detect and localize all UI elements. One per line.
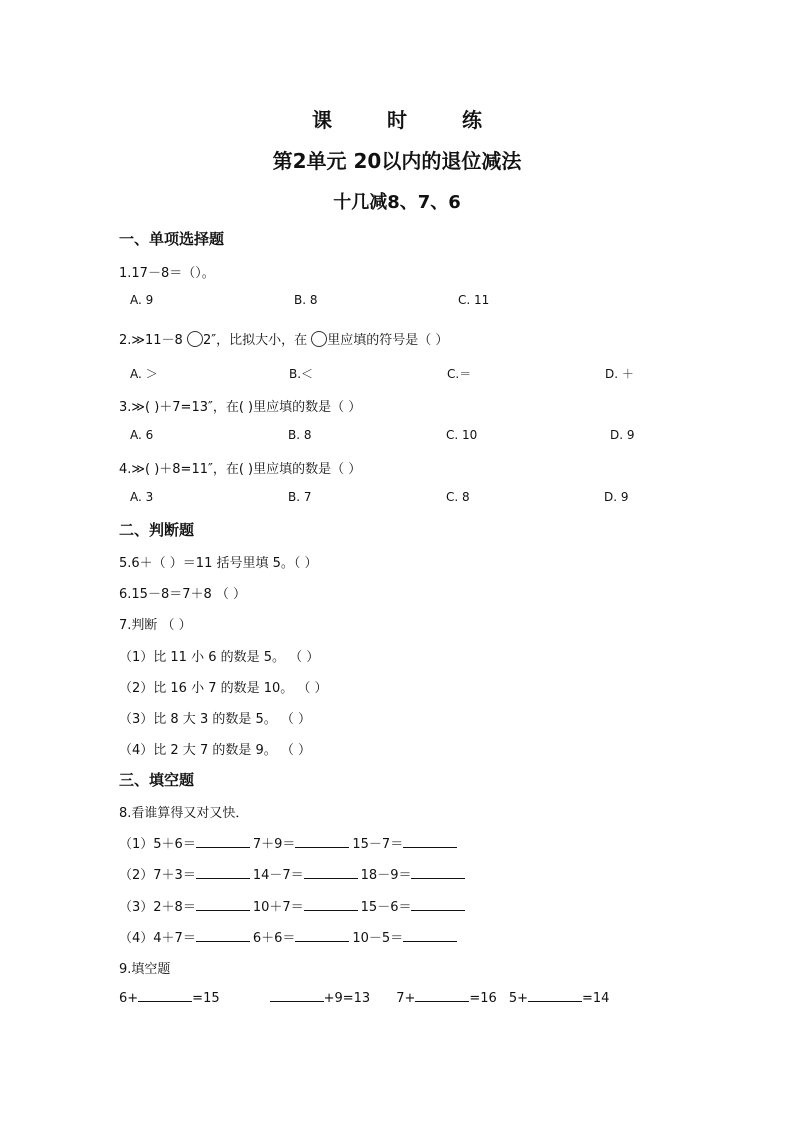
- expression: 10＋7＝: [252, 900, 304, 915]
- expression: 4＋7＝: [153, 931, 196, 946]
- expression: 10－5＝: [352, 931, 404, 946]
- expression: =16: [469, 991, 497, 1006]
- expression: 6＋6＝: [252, 931, 296, 946]
- expression: 15－7＝: [352, 837, 404, 852]
- answer-blank[interactable]: [295, 835, 349, 848]
- expression: =15: [192, 991, 220, 1006]
- row-number: （3）: [119, 900, 154, 915]
- q9-items: [119, 989, 609, 1006]
- expression: =14: [582, 991, 610, 1006]
- expression: 6+: [119, 991, 139, 1006]
- section-heading-fill: 三、填空题: [119, 771, 195, 789]
- q1-option-c: C. 11: [458, 293, 490, 307]
- expression: 2＋8＝: [153, 900, 196, 915]
- q2-text-2: 2″，比拟大小，在: [202, 333, 312, 348]
- answer-blank[interactable]: [196, 929, 250, 942]
- answer-blank[interactable]: [196, 835, 250, 848]
- question-7: 7.判断 （ ）: [119, 618, 192, 633]
- q2-option-a: A. ＞: [130, 367, 158, 381]
- q7-item: （4）比 2 大 7 的数是 9。 （ ）: [119, 743, 312, 758]
- question-1: 1.17－8＝（）。: [119, 266, 215, 281]
- q8-row: [119, 864, 465, 883]
- question-6: 6.15－8＝7＋8 （ ）: [119, 587, 247, 602]
- q7-item: （3）比 8 大 3 的数是 5。 （ ）: [119, 712, 312, 727]
- expression: +9=13: [323, 991, 371, 1006]
- q2-option-d: D. ＋: [605, 367, 634, 381]
- answer-blank[interactable]: [304, 866, 358, 879]
- q2-text-1: 2.≫11－8: [119, 333, 187, 348]
- row-number: （4）: [119, 931, 154, 946]
- q3-option-b: B. 8: [288, 428, 312, 442]
- q4-option-b: B. 7: [288, 490, 312, 504]
- answer-blank[interactable]: [415, 989, 469, 1002]
- expression: 7＋9＝: [252, 837, 296, 852]
- q3-option-d: D. 9: [610, 428, 635, 442]
- q4-option-a: A. 3: [130, 490, 154, 504]
- blank-circle-icon: [311, 331, 327, 347]
- lesson-title: 十几减8、7、6: [333, 192, 461, 213]
- question-9: 9.填空题: [119, 962, 171, 977]
- section-heading-judge: 二、判断题: [119, 521, 195, 539]
- expression: 15－6＝: [360, 900, 412, 915]
- unit-title: 第2单元 20以内的退位减法: [272, 149, 522, 173]
- answer-blank[interactable]: [304, 898, 358, 911]
- expression: 5+: [508, 991, 528, 1006]
- q4-option-c: C. 8: [446, 490, 470, 504]
- row-number: （1）: [119, 837, 154, 852]
- q4-option-d: D. 9: [604, 490, 629, 504]
- answer-blank[interactable]: [270, 989, 324, 1002]
- question-2: [119, 329, 448, 348]
- q8-row: [119, 833, 457, 852]
- expression: 5＋6＝: [153, 837, 196, 852]
- answer-blank[interactable]: [196, 898, 250, 911]
- row-number: （2）: [119, 868, 154, 883]
- blank-circle-icon: [187, 331, 203, 347]
- q8-row: [119, 927, 457, 946]
- q2-option-b: B.＜: [289, 367, 314, 381]
- q8-row: [119, 896, 465, 915]
- q2-option-c: C.＝: [447, 367, 472, 381]
- q7-item: （2）比 16 小 7 的数是 10。 （ ）: [119, 681, 328, 696]
- answer-blank[interactable]: [196, 866, 250, 879]
- answer-blank[interactable]: [411, 898, 465, 911]
- q7-item: （1）比 11 小 6 的数是 5。 （ ）: [119, 650, 320, 665]
- answer-blank[interactable]: [411, 866, 465, 879]
- question-3: 3.≫( )＋7=13″，在( )里应填的数是（ ）: [119, 400, 362, 415]
- q2-text-3: 里应填的符号是（ ）: [327, 333, 449, 348]
- expression: 7+: [396, 991, 416, 1006]
- answer-blank[interactable]: [403, 929, 457, 942]
- q1-option-a: A. 9: [130, 293, 154, 307]
- expression: 7＋3＝: [153, 868, 196, 883]
- question-5: 5.6＋（ ）＝11 括号里填 5。（ ）: [119, 556, 318, 571]
- answer-blank[interactable]: [403, 835, 457, 848]
- answer-blank[interactable]: [528, 989, 582, 1002]
- question-8: 8.看谁算得又对又快．: [119, 806, 249, 821]
- answer-blank[interactable]: [138, 989, 192, 1002]
- expression: 18－9＝: [360, 868, 412, 883]
- expression: 14－7＝: [252, 868, 304, 883]
- section-heading-choice: 一、单项选择题: [119, 230, 225, 248]
- q3-option-c: C. 10: [446, 428, 478, 442]
- page-title: 课 时 练: [312, 108, 506, 132]
- answer-blank[interactable]: [295, 929, 349, 942]
- q1-option-b: B. 8: [294, 293, 318, 307]
- q3-option-a: A. 6: [130, 428, 154, 442]
- question-4: 4.≫( )＋8=11″，在( )里应填的数是（ ）: [119, 462, 362, 477]
